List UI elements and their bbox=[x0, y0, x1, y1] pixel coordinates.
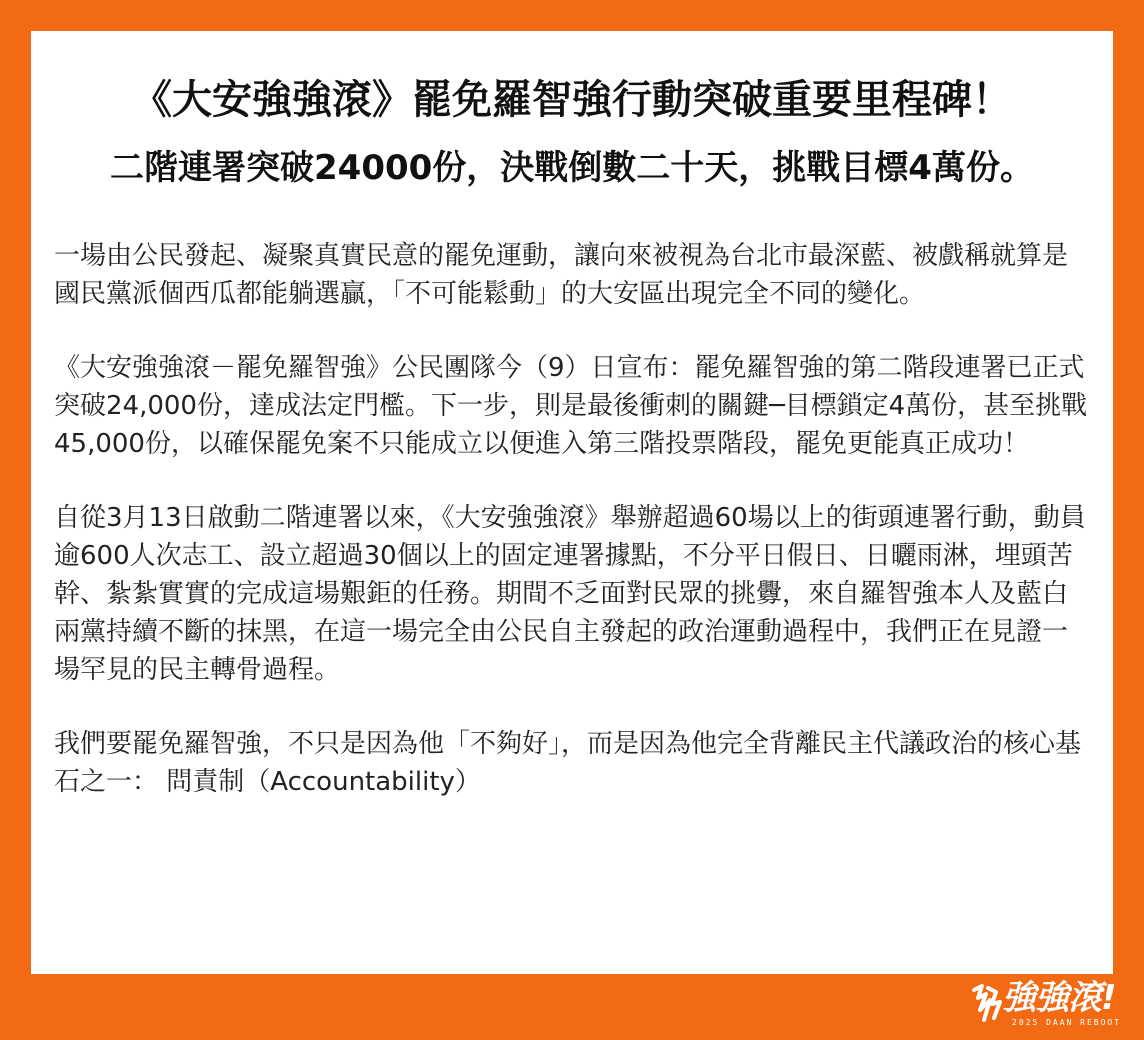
logo-tagline: 2025 DAAN REBOOT bbox=[1012, 1018, 1122, 1027]
article-body bbox=[54, 237, 1090, 801]
brand-logo bbox=[968, 978, 1128, 1034]
paragraph-1: 一場由公民發起、凝聚真實民意的罷免運動，讓向來被視為台北市最深藍、被戲稱就算是國民黨派個西瓜都能躺選贏，「不可能鬆動」的大安區出現完全不同的變化。 bbox=[54, 241, 1069, 309]
paragraph-2: 《大安強強滾－罷免羅智強》公民團隊今（9）日宣布：罷免羅智強的第二階段連署已正式突破24,000份，達成法定門檻。下一步，則是最後衝刺的關鍵─目標鎖定4萬份，甚至挑戰45,000份，以確保罷免案不只能成立以便進入第三階投票階段，罷免更能真正成功！ bbox=[54, 353, 1088, 459]
paragraph-3: 自從3月13日啟動二階連署以來，《大安強強滾》舉辦超過60場以上的街頭連署行動，動員逾600人次志工、設立超過30個以上的固定連署據點，不分平日假日、日曬雨淋，埋頭苦幹、紮紮實實的完成這場艱鉅的任務。期間不乏面對民眾的挑釁，來自羅智強本人及藍白兩黨持續不斷的抹黑，在這一場完全由公民自主發起的政治運動過程中，我們正在見證一場罕見的民主轉骨過程。 bbox=[54, 503, 1086, 685]
paragraph-4: 我們要罷免羅智強，不只是因為他「不夠好」，而是因為他完全背離民主代議政治的核心基石之一： 問責制（Accountability） bbox=[54, 729, 1082, 797]
content-card bbox=[31, 31, 1113, 974]
logo-wordmark: 強強滾! bbox=[1002, 978, 1116, 1018]
headline-line-2: 二階連署突破24000份，決戰倒數二十天，挑戰目標4萬份。 bbox=[110, 148, 1034, 188]
headline-line-1: 《大安強強滾》罷免羅智強行動突破重要里程碑！ bbox=[132, 77, 1012, 123]
